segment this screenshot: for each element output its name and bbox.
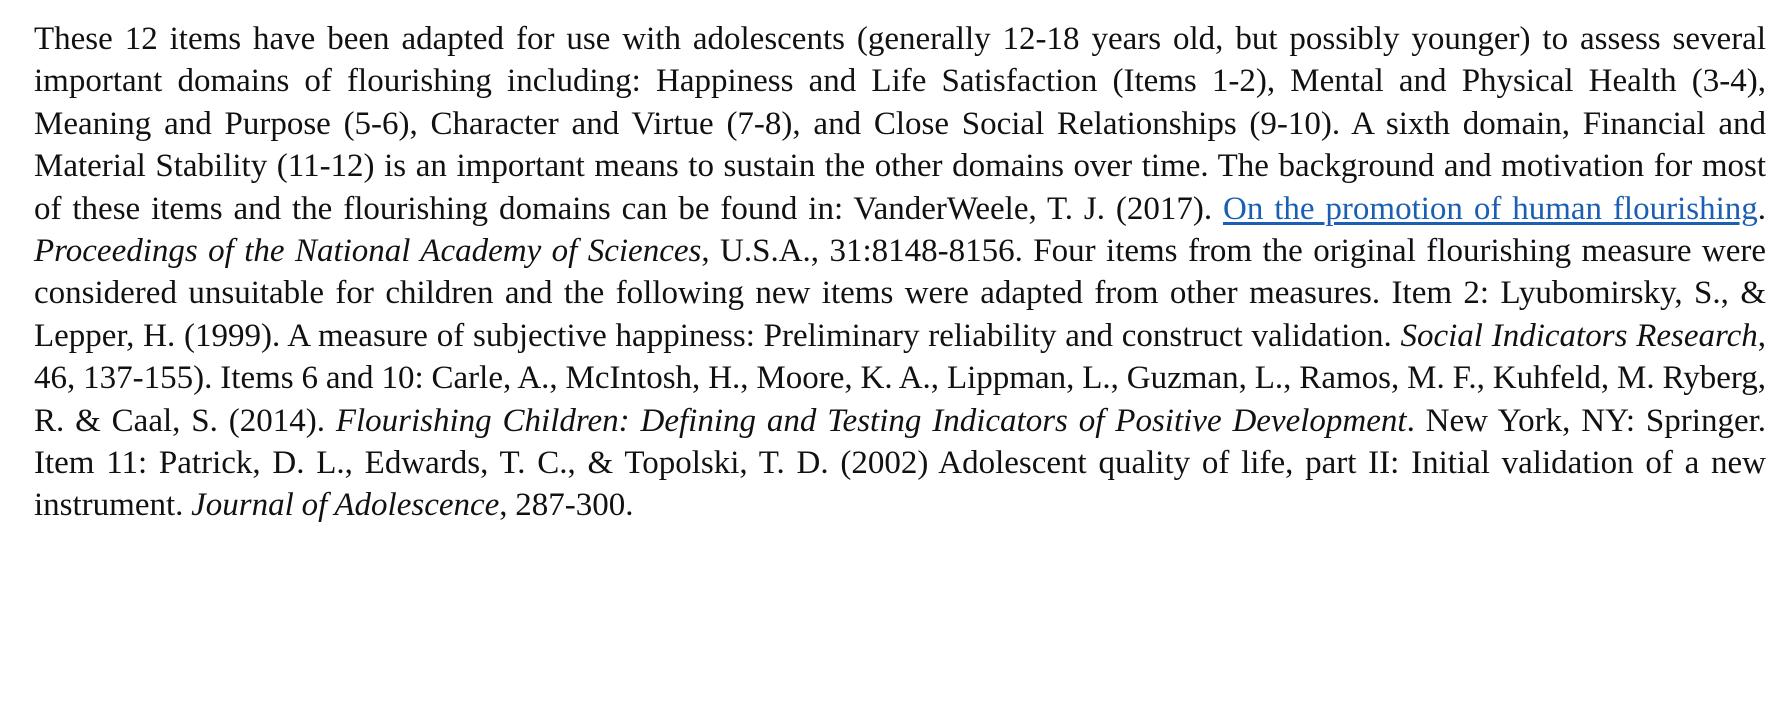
citation-paragraph <box>34 18 1766 527</box>
text-segment-carle: , 46, 137-155). Items 6 and 10: Carle, A., McIntosh, H., Moore, K. A., Lippman, L., Guzman, L., Ramos, M. F., Kuhfeld, M. Ryberg, R. & Caal, S. (2014). <box>34 317 1766 439</box>
document-body <box>34 18 1766 527</box>
journal-title-adolescence: Journal of Adolescence <box>191 487 500 524</box>
text-segment-period: . <box>1757 190 1766 227</box>
text-segment-pages: , 287-300. <box>499 487 634 524</box>
text-segment-items: , U.S.A., 31:8148-8156. Four items from the original flourishing measure were considered unsuitable for children and the following new items were adapted from other measures. Item 2: Lyubomirsky, S., & Lepper, H. (1999). A measure of subjective happiness: Preliminary reliability and construct validation. <box>34 233 1767 354</box>
promotion-of-flourishing-link[interactable]: On the promotion of human flourishing <box>1223 190 1758 227</box>
text-segment-intro: These 12 items have been adapted for use with adolescents (generally 12-18 years old, but possibly younger) to assess several important domains of flourishing including: Happiness and Life Satisfaction (Items 1-2), Mental and Physical Health (3-4), Meaning and Purpose (5-6), Character and Virtue (7-8), and Close Social Relationships (9-10). A sixth domain, Financial and Material Stability (11-12) is an important means to sustain the other domains over time. The background and motivation for most of these items and the flourishing domains can be found in: VanderWeele, T. J. (2017). <box>34 21 1766 227</box>
book-title-flourishing-children: Flourishing Children: Defining and Testing Indicators of Positive Development <box>335 402 1407 439</box>
text-segment-patrick: . New York, NY: Springer. Item 11: Patrick, D. L., Edwards, T. C., & Topolski, T. D. (2002) Adolescent quality of life, part II: Initial validation of a new instrument. <box>34 402 1767 524</box>
journal-title-social-indicators: Social Indicators Research <box>1400 317 1758 354</box>
journal-title-pnas: Proceedings of the National Academy of Sciences <box>34 233 702 270</box>
